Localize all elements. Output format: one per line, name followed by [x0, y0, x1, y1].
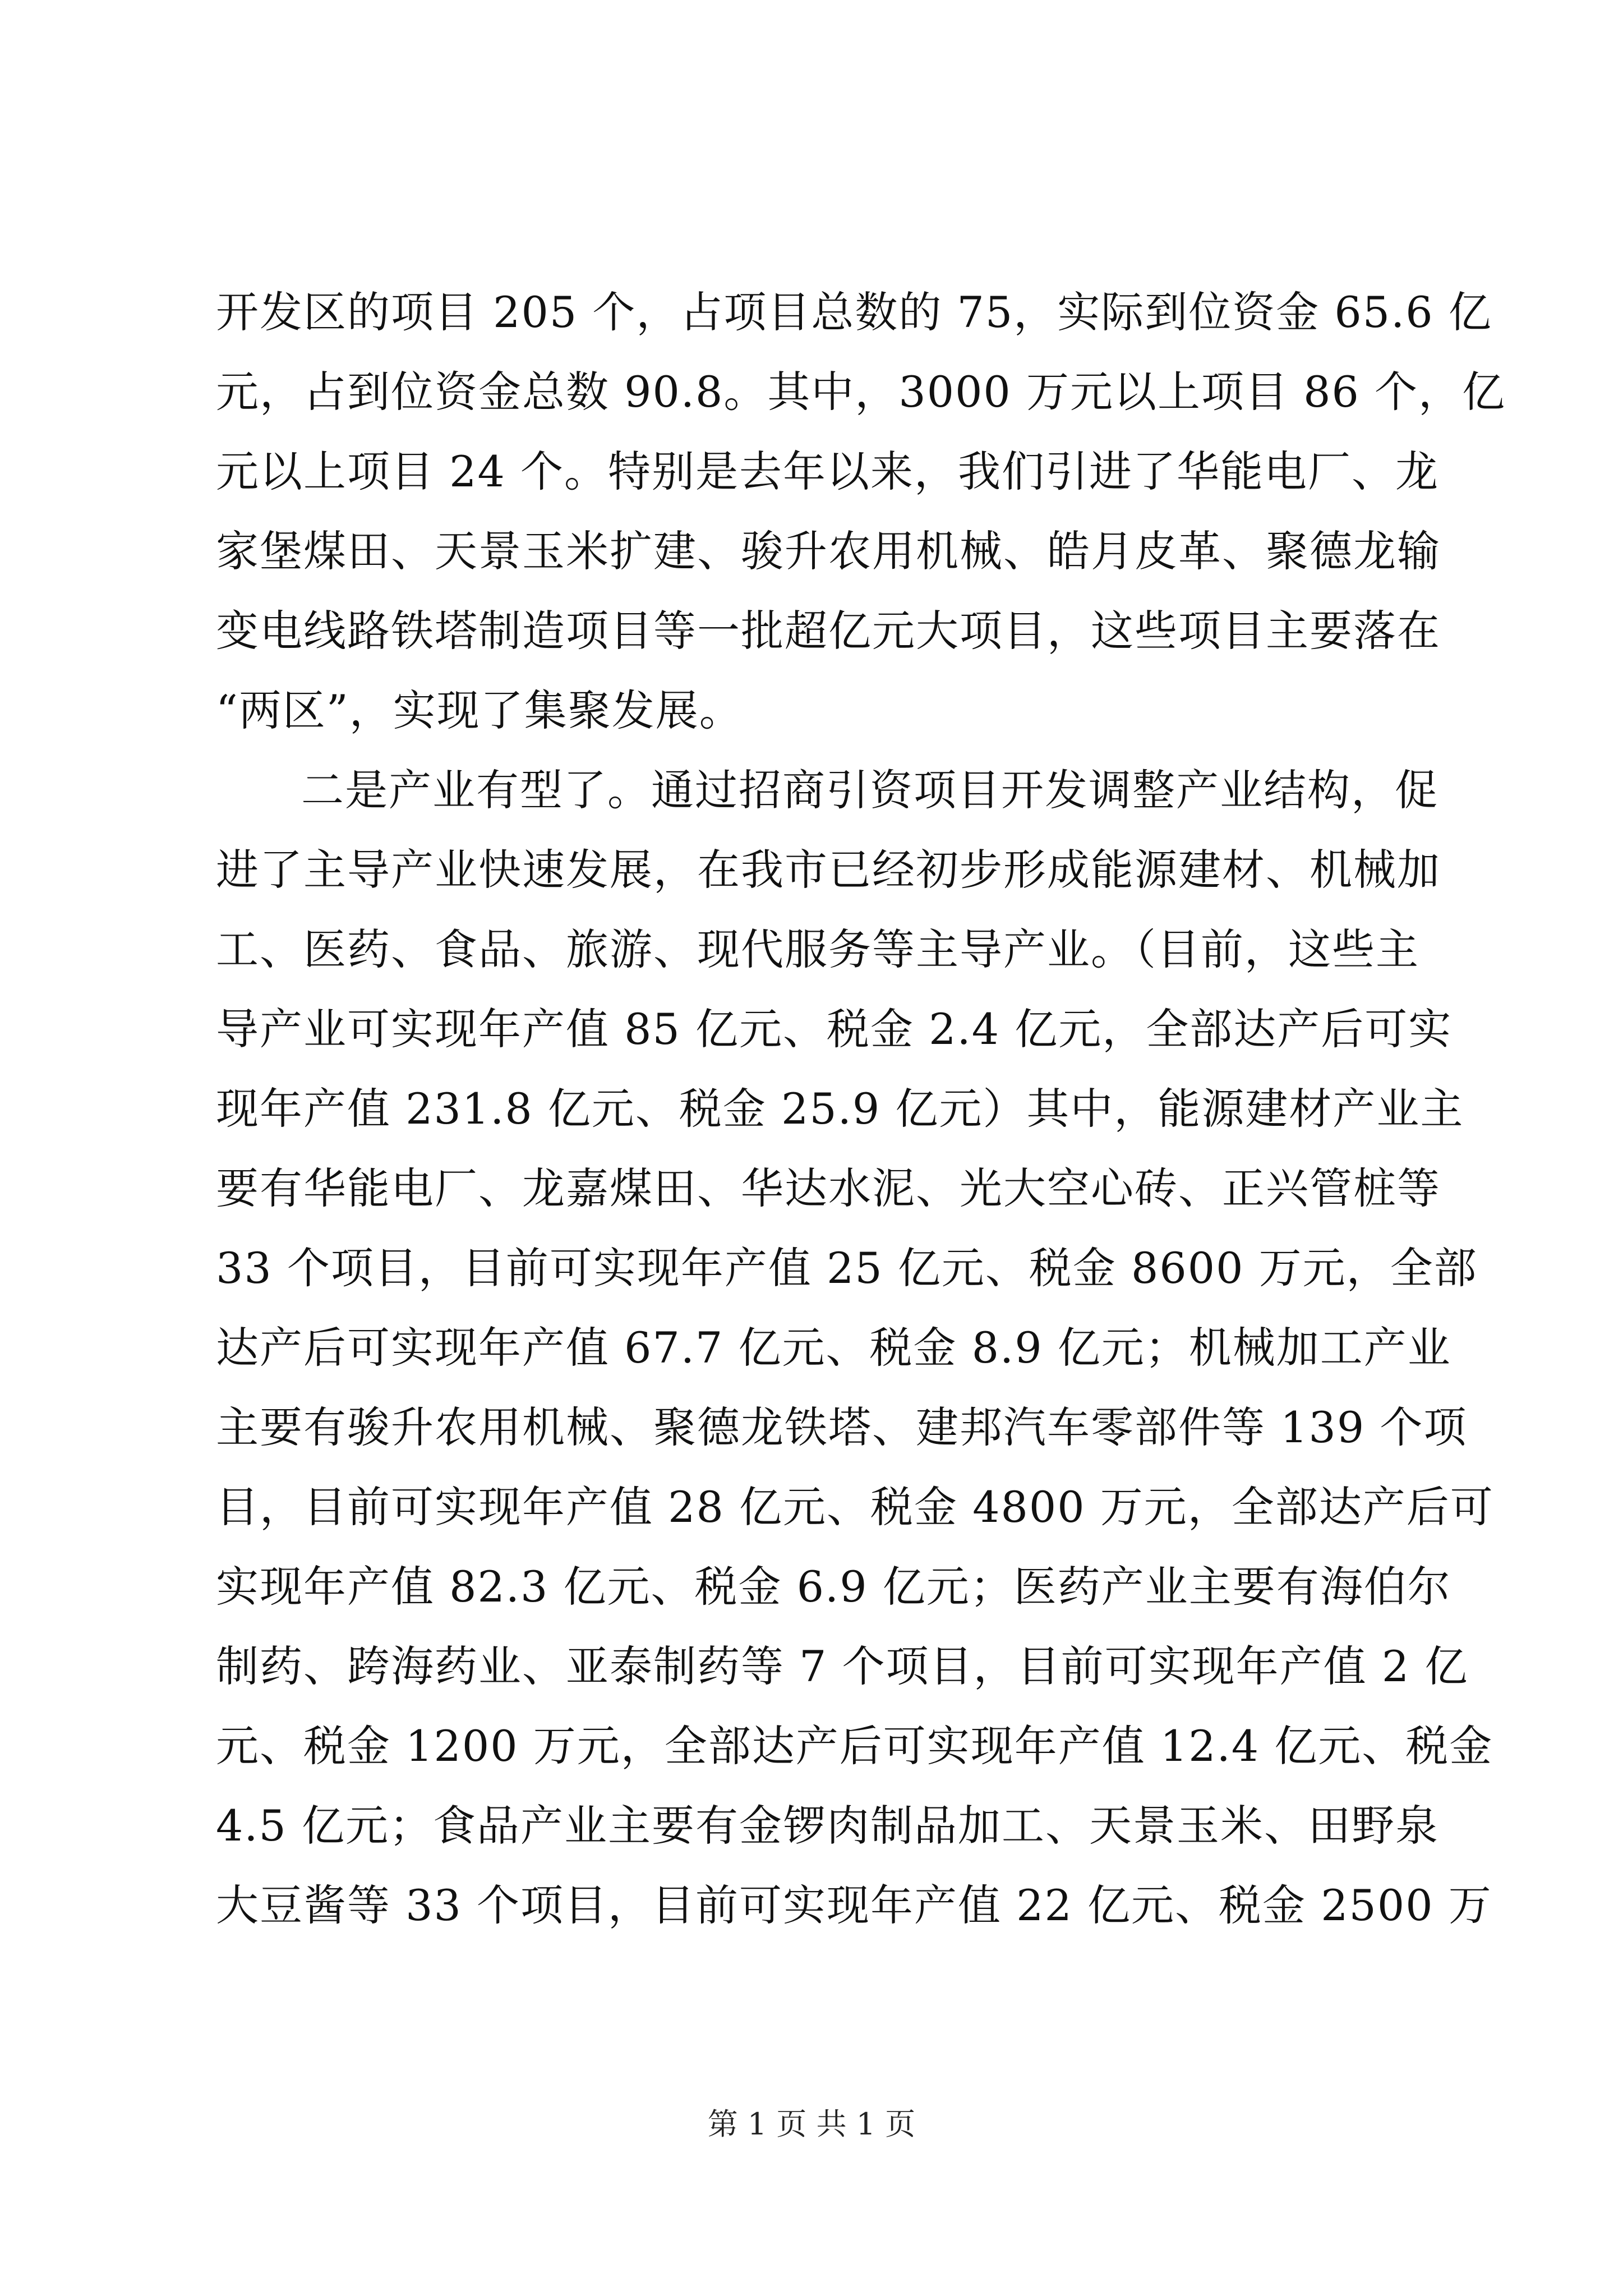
text-line: 元以上项目 24 个。特别是去年以来，我们引进了华能电厂、龙: [216, 447, 1440, 496]
page-number: 第 1 页 共 1 页: [707, 2106, 916, 2142]
text-line: 变电线路铁塔制造项目等一批超亿元大项目，这些项目主要落在: [216, 606, 1441, 656]
text-line: 家堡煤田、天景玉米扩建、骏升农用机械、皓月皮革、聚德龙输: [216, 526, 1441, 576]
text-line: 达产后可实现年产值 67.7 亿元、税金 8.9 亿元；机械加工产业: [216, 1323, 1451, 1373]
paragraph-2: [216, 751, 1494, 1945]
text-line: 二是产业有型了。通过招商引资项目开发调整产业结构，促: [301, 765, 1438, 815]
text-line: 工、医药、食品、旅游、现代服务等主导产业。（目前，这些主: [216, 924, 1419, 974]
text-line: “两区”，实现了集聚发展。: [216, 685, 743, 735]
text-line: 进了主导产业快速发展，在我市已经初步形成能源建材、机械加: [216, 845, 1441, 895]
body-text: [216, 273, 1506, 1945]
text-line: 实现年产值 82.3 亿元、税金 6.9 亿元；医药产业主要有海伯尔: [216, 1562, 1451, 1612]
text-line: 33 个项目，目前可实现年产值 25 亿元、税金 8600 万元，全部: [216, 1243, 1478, 1293]
text-line: 现年产值 231.8 亿元、税金 25.9 亿元）其中，能源建材产业主: [216, 1084, 1464, 1134]
paragraph-1: [216, 273, 1506, 751]
text-line: 元、税金 1200 万元，全部达产后可实现年产值 12.4 亿元、税金: [216, 1721, 1493, 1771]
text-line: 开发区的项目 205 个，占项目总数的 75，实际到位资金 65.6 亿: [216, 287, 1492, 337]
text-line: 要有华能电厂、龙嘉煤田、华达水泥、光大空心砖、正兴管桩等: [216, 1163, 1441, 1213]
text-line: 4.5 亿元；食品产业主要有金锣肉制品加工、天景玉米、田野泉: [216, 1801, 1440, 1851]
text-line: 主要有骏升农用机械、聚德龙铁塔、建邦汽车零部件等 139 个项: [216, 1402, 1468, 1452]
text-line: 大豆酱等 33 个项目，目前可实现年产值 22 亿元、税金 2500 万: [216, 1880, 1492, 1930]
text-line: 目，目前可实现年产值 28 亿元、税金 4800 万元，全部达产后可: [216, 1482, 1494, 1532]
text-line: 制药、跨海药业、亚泰制药等 7 个项目，目前可实现年产值 2 亿: [216, 1641, 1469, 1691]
text-line: 导产业可实现年产值 85 亿元、税金 2.4 亿元，全部达产后可实: [216, 1004, 1453, 1054]
page-footer: [0, 2105, 1623, 2144]
text-line: 元，占到位资金总数 90.8。其中，3000 万元以上项目 86 个，亿: [216, 367, 1506, 417]
